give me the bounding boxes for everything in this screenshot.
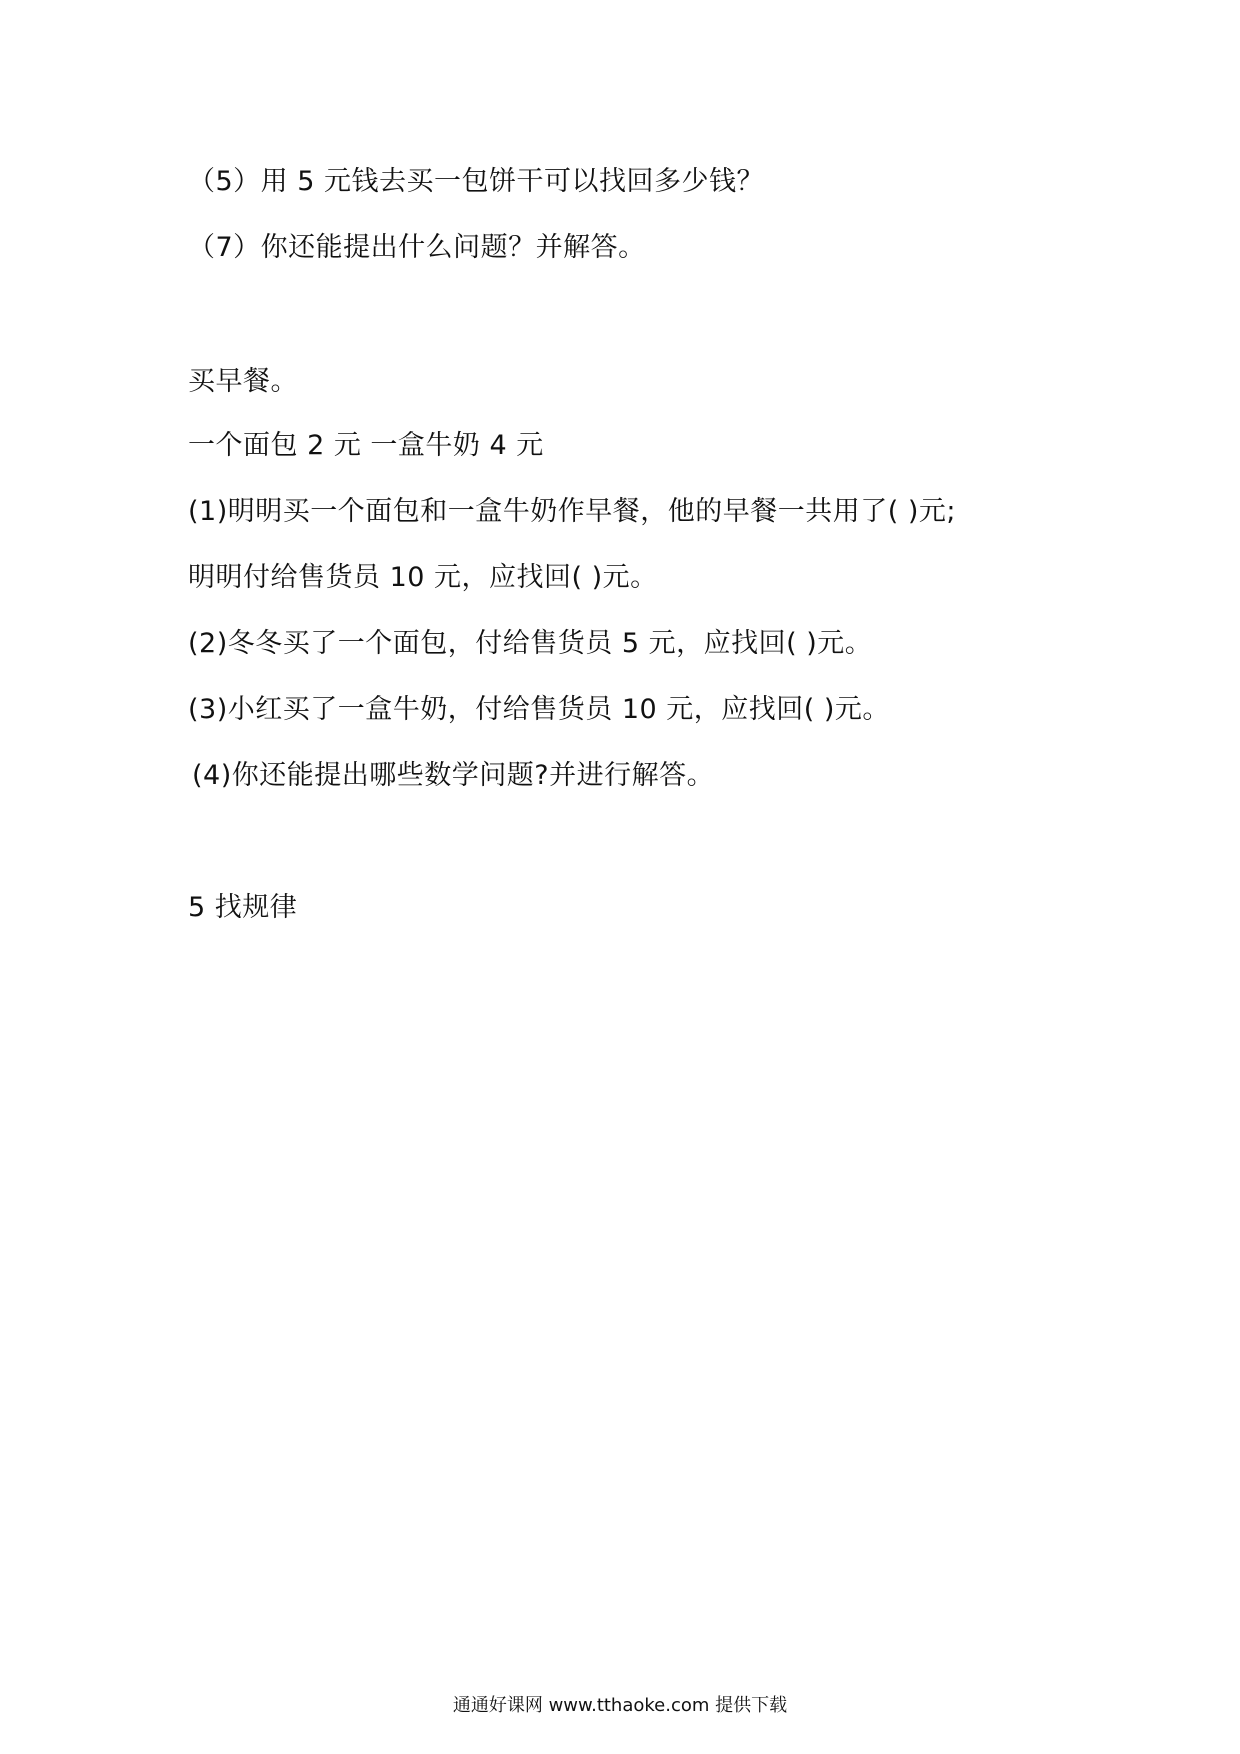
question-7: （7）你还能提出什么问题？并解答。 <box>188 232 646 263</box>
breakfast-question-1-line-1: (1)明明买一个面包和一盒牛奶作早餐，他的早餐一共用了( )元; <box>188 496 956 527</box>
footer-text: 通通好课网 www.tthaoke.com 提供下载 <box>452 1695 788 1716</box>
section-title-patterns: 5 找规律 <box>188 892 298 923</box>
section-title-breakfast: 买早餐。 <box>188 366 298 397</box>
breakfast-question-1-line-2: 明明付给售货员 10 元，应找回( )元。 <box>188 562 658 593</box>
breakfast-question-2: (2)冬冬买了一个面包，付给售货员 5 元，应找回( )元。 <box>188 628 873 659</box>
breakfast-question-4: (4)你还能提出哪些数学问题?并进行解答。 <box>192 760 715 791</box>
breakfast-question-3: (3)小红买了一盒牛奶，付给售货员 10 元，应找回( )元。 <box>188 694 890 725</box>
question-5: （5）用 5 元钱去买一包饼干可以找回多少钱？ <box>188 166 765 197</box>
price-line: 一个面包 2 元 一盒牛奶 4 元 <box>188 430 544 461</box>
